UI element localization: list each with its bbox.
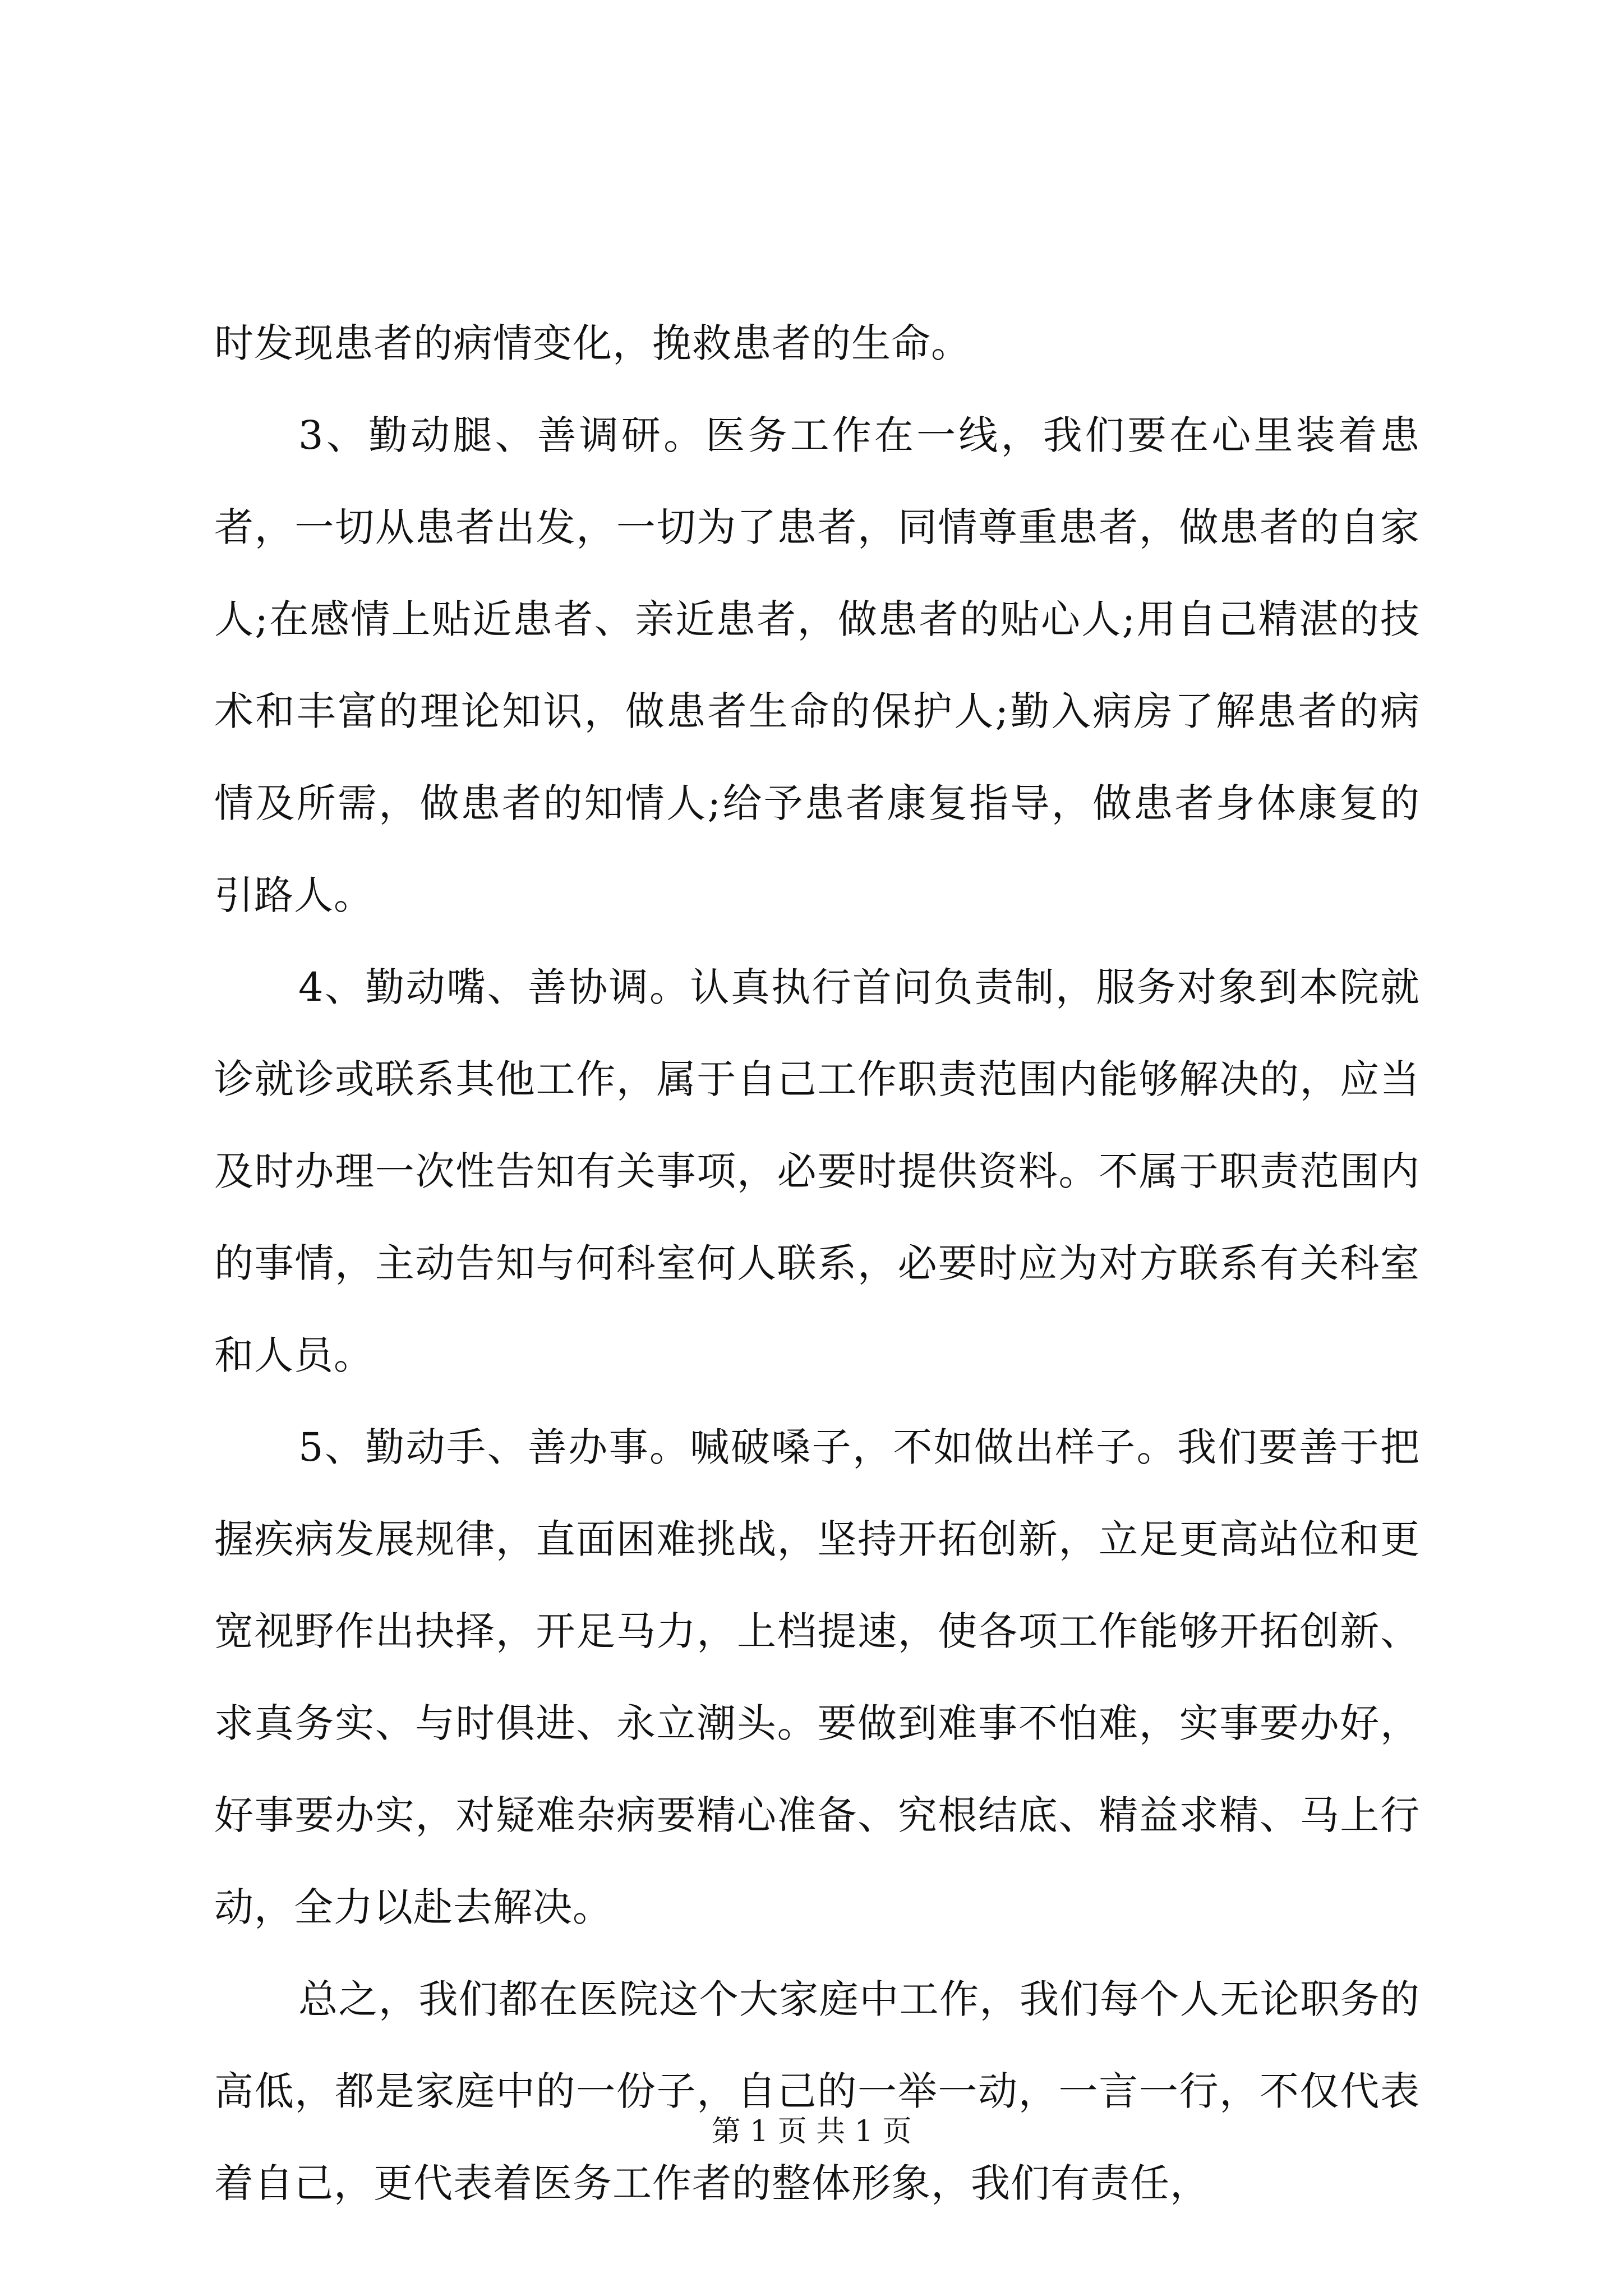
paragraph-continuation: 时发现患者的病情变化，挽救患者的生命。 xyxy=(214,320,971,366)
page-footer: 第 1 页 共 1 页 xyxy=(711,2115,912,2148)
paragraph-summary: 总之，我们都在医院这个大家庭中工作，我们每个人无论职务的高低，都是家庭中的一份子，自己的一举一动，一言一行，不仅代表着自己，更代表着医务工作者的整体形象，我们有责任， xyxy=(214,1976,1420,2206)
paragraph-item-4: 4、勤动嘴、善协调。认真执行首问负责制，服务对象到本院就诊就诊或联系其他工作，属于自己工作职责范围内能够解决的，应当及时办理一次性告知有关事项，必要时提供资料。不属于职责范围内的事情，主动告知与何科室何人联系，必要时应为对方联系有关科室和人员。 xyxy=(214,964,1420,1378)
document-body xyxy=(214,297,1420,2229)
paragraph-item-3: 3、勤动腿、善调研。医务工作在一线，我们要在心里装着患者，一切从患者出发，一切为了患者，同情尊重患者，做患者的自家人;在感情上贴近患者、亲近患者，做患者的贴心人;用自己精湛的技术和丰富的理论知识，做患者生命的保护人;勤入病房了解患者的病情及所需，做患者的知情人;给予患者康复指导，做患者身体康复的引路人。 xyxy=(214,412,1420,918)
paragraph-item-5: 5、勤动手、善办事。喊破嗓子，不如做出样子。我们要善于把握疾病发展规律，直面困难挑战，坚持开拓创新，立足更高站位和更宽视野作出抉择，开足马力，上档提速，使各项工作能够开拓创新、求真务实、与时俱进、永立潮头。要做到难事不怕难，实事要办好，好事要办实，对疑难杂病要精心准备、究根结底、精益求精、马上行动，全力以赴去解决。 xyxy=(214,1424,1420,1930)
